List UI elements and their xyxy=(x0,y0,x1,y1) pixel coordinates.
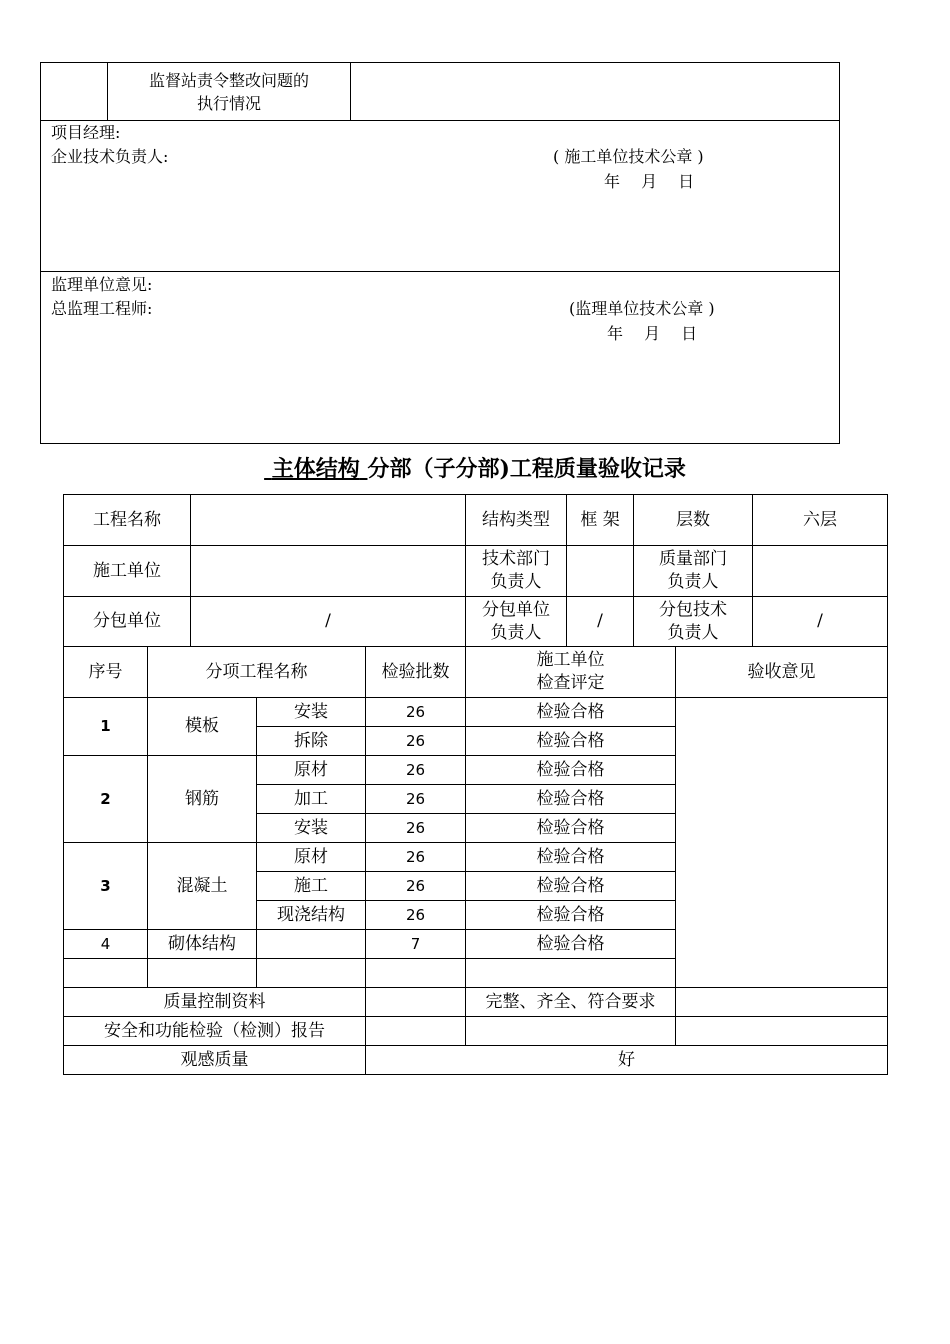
quality-dept-label: 质量部门 负责人 xyxy=(634,546,753,597)
eval-result: 检验合格 xyxy=(466,901,676,930)
project-name-label: 工程名称 xyxy=(64,495,191,546)
batch-count: 26 xyxy=(366,727,466,756)
col-eval: 施工单位 检查评定 xyxy=(466,647,676,698)
project-manager-label: 项目经理: xyxy=(51,123,121,142)
eval-result: 检验合格 xyxy=(466,756,676,785)
eval-result: 检验合格 xyxy=(466,872,676,901)
safety-batches[interactable] xyxy=(366,1017,466,1046)
structure-type-label: 结构类型 xyxy=(466,495,567,546)
rectification-value[interactable] xyxy=(351,63,840,121)
sub-item: 原材 xyxy=(257,843,366,872)
chief-engineer-label: 总监理工程师: xyxy=(51,299,153,318)
tech-dept-value[interactable] xyxy=(567,546,634,597)
sub-item: 安装 xyxy=(257,814,366,843)
batch-count: 26 xyxy=(366,785,466,814)
group-no: 4 xyxy=(64,930,148,959)
sub-lead-label: 分包单位 负责人 xyxy=(466,597,567,647)
rectification-label-line2: 执行情况 xyxy=(196,93,261,113)
builder-label: 施工单位 xyxy=(64,546,191,597)
qc-result: 完整、齐全、符合要求 xyxy=(466,988,676,1017)
sub-item: 安装 xyxy=(257,698,366,727)
builder-value[interactable] xyxy=(191,546,466,597)
col-item-name: 分项工程名称 xyxy=(148,647,366,698)
opinion-cell[interactable] xyxy=(676,698,888,988)
eval-result: 检验合格 xyxy=(466,814,676,843)
rectification-label xyxy=(108,63,351,121)
empty-cell[interactable] xyxy=(148,959,257,988)
sub-item: 拆除 xyxy=(257,727,366,756)
safety-result[interactable] xyxy=(466,1017,676,1046)
rectification-label-line1: 监督站责令整改问题的 xyxy=(148,70,309,90)
sub-item: 施工 xyxy=(257,872,366,901)
col-batches: 检验批数 xyxy=(366,647,466,698)
appearance-label: 观感质量 xyxy=(64,1046,366,1075)
sub-label: 分包单位 xyxy=(64,597,191,647)
sub-tech-label: 分包技术 负责人 xyxy=(634,597,753,647)
blank-cell xyxy=(41,63,108,121)
batch-count: 7 xyxy=(366,930,466,959)
contractor-stamp: ( 施工单位技术公章 ) xyxy=(553,147,704,166)
qc-label: 质量控制资料 xyxy=(64,988,366,1017)
tech-lead-label: 企业技术负责人: xyxy=(51,147,169,166)
sub-tech-value: / xyxy=(753,597,888,647)
supervisor-stamp: (监理单位技术公章 ) xyxy=(569,299,715,318)
quality-dept-value[interactable] xyxy=(753,546,888,597)
empty-cell[interactable] xyxy=(257,959,366,988)
eval-result: 检验合格 xyxy=(466,727,676,756)
group-no: 3 xyxy=(64,843,148,930)
supervisor-date: 年 月 日 xyxy=(607,324,698,343)
acceptance-table xyxy=(63,494,888,1075)
safety-label: 安全和功能检验（检测）报告 xyxy=(64,1017,366,1046)
qc-batches[interactable] xyxy=(366,988,466,1017)
group-no: 1 xyxy=(64,698,148,756)
title-underlined: 主体结构 xyxy=(271,456,360,482)
sub-item: 加工 xyxy=(257,785,366,814)
contractor-date: 年 月 日 xyxy=(604,172,695,191)
batch-count: 26 xyxy=(366,814,466,843)
empty-cell[interactable] xyxy=(64,959,148,988)
title-rest: 分部（子分部)工程质量验收记录 xyxy=(367,456,686,482)
contractor-signoff xyxy=(41,121,840,272)
batch-count: 26 xyxy=(366,843,466,872)
eval-result: 检验合格 xyxy=(466,698,676,727)
eval-result: 检验合格 xyxy=(466,843,676,872)
qc-opinion[interactable] xyxy=(676,988,888,1017)
eval-result: 检验合格 xyxy=(466,930,676,959)
empty-cell[interactable] xyxy=(366,959,466,988)
batch-count: 26 xyxy=(366,901,466,930)
floors-value: 六层 xyxy=(753,495,888,546)
group-no: 2 xyxy=(64,756,148,843)
col-no: 序号 xyxy=(64,647,148,698)
structure-type-value: 框 架 xyxy=(567,495,634,546)
project-name-value[interactable] xyxy=(191,495,466,546)
col-opinion: 验收意见 xyxy=(676,647,888,698)
sub-lead-value: / xyxy=(567,597,634,647)
safety-opinion[interactable] xyxy=(676,1017,888,1046)
tech-dept-label: 技术部门 负责人 xyxy=(466,546,567,597)
sub-value: / xyxy=(191,597,466,647)
page-title xyxy=(0,454,950,484)
empty-cell[interactable] xyxy=(466,959,676,988)
batch-count: 26 xyxy=(366,872,466,901)
batch-count: 26 xyxy=(366,698,466,727)
sub-item: 原材 xyxy=(257,756,366,785)
batch-count: 26 xyxy=(366,756,466,785)
group-name: 混凝土 xyxy=(148,843,257,930)
group-name: 模板 xyxy=(148,698,257,756)
group-name: 砌体结构 xyxy=(148,930,257,959)
eval-result: 检验合格 xyxy=(466,785,676,814)
appearance-result: 好 xyxy=(366,1046,888,1075)
sub-item: 现浇结构 xyxy=(257,901,366,930)
group-name: 钢筋 xyxy=(148,756,257,843)
supervisor-signoff xyxy=(41,272,840,444)
signoff-table xyxy=(40,62,840,444)
sub-item xyxy=(257,930,366,959)
supervisor-opinion-label: 监理单位意见: xyxy=(51,275,153,294)
floors-label: 层数 xyxy=(634,495,753,546)
